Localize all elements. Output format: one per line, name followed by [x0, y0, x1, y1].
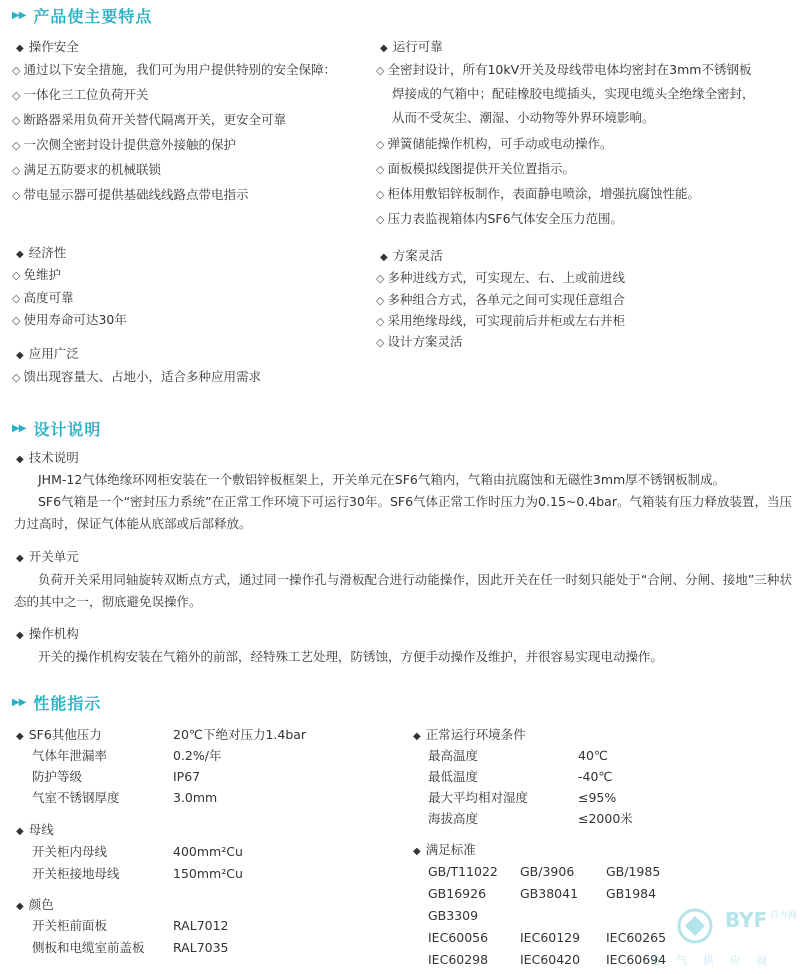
paragraph: JHM-12气体绝缘环网柜安装在一个敷铝锌板框架上，开关单元在SF6气箱内，气箱由抗腐蚀和无磁性3mm厚不锈钢板制成。: [38, 472, 726, 487]
list-item: ◇ 弹簧储能操作机构，可手动或电动操作。: [376, 134, 612, 154]
list-item: ◇ 压力表监视箱体内SF6气体安全压力范围。: [376, 209, 623, 229]
spec-label: 开关柜内母线: [32, 844, 108, 859]
watermark-logo-icon: [655, 906, 725, 946]
list-item: ◇ 设计方案灵活: [376, 332, 462, 352]
spec-label: 海拔高度: [428, 811, 479, 826]
paragraph: 负荷开关采用同轴旋转双断点方式，通过同一操作孔与滑板配合进行动能操作，因此开关在任一时刻只能处于“合闸、分闸、接地”三种状态的其中之一，彻底避免误操作。: [14, 572, 792, 609]
spec-label: 最高温度: [428, 748, 479, 763]
list-item: ◇ 一次侧全密封设计提供意外接触的保护: [12, 135, 236, 155]
double-arrow-icon: ▶▶: [12, 9, 26, 21]
spec-value: 3.0mm: [173, 790, 218, 805]
standard-item: IEC60129: [520, 930, 581, 945]
section-title-design: ▶▶ 设计说明: [12, 419, 102, 439]
list-item: ◇ 断路器采用负荷开关替代隔离开关，更安全可靠: [12, 110, 286, 130]
spec-value: ≤2000米: [578, 811, 633, 826]
list-item-continuation: 焊接成的气箱中；配硅橡胶电缆插头，实现电缆头全绝缘全密封，: [392, 86, 755, 101]
list-item-continuation: 从而不受灰尘、潮湿、小动物等外界环境影响。: [392, 110, 655, 125]
heading-reliable: ◆ 运行可靠: [380, 37, 443, 57]
standard-item: GB/1985: [606, 864, 661, 879]
heading-mechanism: ◆ 操作机构: [16, 624, 79, 644]
spec-label: 气室不锈钢厚度: [32, 790, 120, 805]
list-item: ◇ 带电显示器可提供基础线线路点带电指示: [12, 185, 248, 205]
spec-value: 400mm²Cu: [173, 844, 243, 859]
watermark-brand: BYF: [725, 908, 768, 932]
spec-label: 气体年泄漏率: [32, 748, 108, 763]
spec-label: 防护等级: [32, 769, 83, 784]
spec-value: ≤95%: [578, 790, 617, 805]
list-item: ◇ 柜体用敷铝锌板制作，表面静电喷涂，增强抗腐蚀性能。: [376, 184, 700, 204]
standard-item: GB/T11022: [428, 864, 498, 879]
spec-label: 开关柜接地母线: [32, 866, 120, 881]
spec-value: 0.2%/年: [173, 748, 222, 763]
list-item: ◇ 一体化三工位负荷开关: [12, 85, 148, 105]
spec-value: -40℃: [578, 769, 613, 784]
paragraph: 开关的操作机构安装在气箱外的前部，经特殊工艺处理，防锈蚀，方便手动操作及维护，并很容易实现电动操作。: [38, 649, 664, 664]
heading-flexible: ◆ 方案灵活: [380, 246, 443, 266]
standard-item: GB16926: [428, 886, 487, 901]
heading-busbar: ◆ 母线: [16, 820, 54, 842]
spec-value: IP67: [173, 769, 201, 784]
heading-sf6: ◆ SF6其他压力: [16, 725, 102, 747]
standard-item: GB1984: [606, 886, 657, 901]
list-item: ◇ 高度可靠: [12, 288, 73, 308]
heading-economy: ◆ 经济性: [16, 243, 66, 263]
spec-label: 最大平均相对湿度: [428, 790, 529, 805]
watermark-subtitle: 电 气 供 应 商: [650, 954, 773, 967]
standard-item: GB/3906: [520, 864, 575, 879]
standard-item: GB38041: [520, 886, 579, 901]
spec-value: 150mm²Cu: [173, 866, 243, 881]
paragraph: SF6气箱是一个“密封压力系统”在正常工作环境下可运行30年。SF6气体正常工作时压力为0.15~0.4bar。气箱装有压力释放装置，当压力过高时，保证气体能从底部或后部释放。: [14, 494, 792, 531]
list-item: ◇ 馈出现容量大、占地小，适合多种应用需求: [12, 367, 261, 387]
list-item: ◇ 通过以下安全措施，我们可为用户提供特别的安全保障：: [12, 60, 336, 80]
list-item: ◇ 多种组合方式，各单元之间可实现任意组合: [376, 290, 625, 310]
standard-item: IEC60056: [428, 930, 489, 945]
list-item: ◇ 采用绝缘母线，可实现前后并柜或左右并柜: [376, 311, 625, 331]
heading-safety: ◆ 操作安全: [16, 37, 79, 57]
standard-item: IEC60694: [606, 952, 667, 967]
spec-value: 40℃: [578, 748, 608, 763]
list-item: ◇ 全密封设计，所有10kV开关及母线带电体均密封在3mm不锈钢板: [376, 60, 751, 80]
heading-tech: ◆ 技术说明: [16, 448, 79, 468]
spec-value: RAL7012: [173, 918, 229, 933]
spec-value: RAL7035: [173, 940, 229, 955]
spec-label: 最低温度: [428, 769, 479, 784]
spec-label: 开关柜前面板: [32, 918, 108, 933]
heading-switch: ◆ 开关单元: [16, 547, 79, 567]
section-title-performance: ▶▶ 性能指示: [12, 693, 102, 713]
list-item: ◇ 满足五防要求的机械联锁: [12, 160, 161, 180]
heading-application: ◆ 应用广泛: [16, 344, 79, 364]
section-title-features: ▶▶ 产品使主要特点: [12, 6, 153, 26]
heading-color: ◆ 颜色: [16, 895, 54, 917]
spec-label: 侧板和电缆室前盖板: [32, 940, 145, 955]
list-item: ◇ 多种进线方式，可实现左、右、上或前进线: [376, 268, 625, 288]
spec-value: 20℃下绝对压力1.4bar: [173, 727, 307, 742]
heading-environment: ◆ 正常运行环境条件: [413, 725, 526, 747]
standard-item: IEC60265: [606, 930, 667, 945]
standard-item: IEC60298: [428, 952, 489, 967]
standard-item: IEC60420: [520, 952, 581, 967]
double-arrow-icon: ▶▶: [12, 696, 26, 708]
list-item: ◇ 免维护: [12, 265, 61, 285]
heading-standards: ◆ 满足标准: [413, 840, 476, 862]
double-arrow-icon: ▶▶: [12, 422, 26, 434]
watermark-cn: 百方网: [770, 911, 798, 921]
list-item: ◇ 面板模拟线图提供开关位置指示。: [376, 159, 575, 179]
list-item: ◇ 使用寿命可达30年: [12, 310, 127, 330]
standard-item: GB3309: [428, 908, 479, 923]
